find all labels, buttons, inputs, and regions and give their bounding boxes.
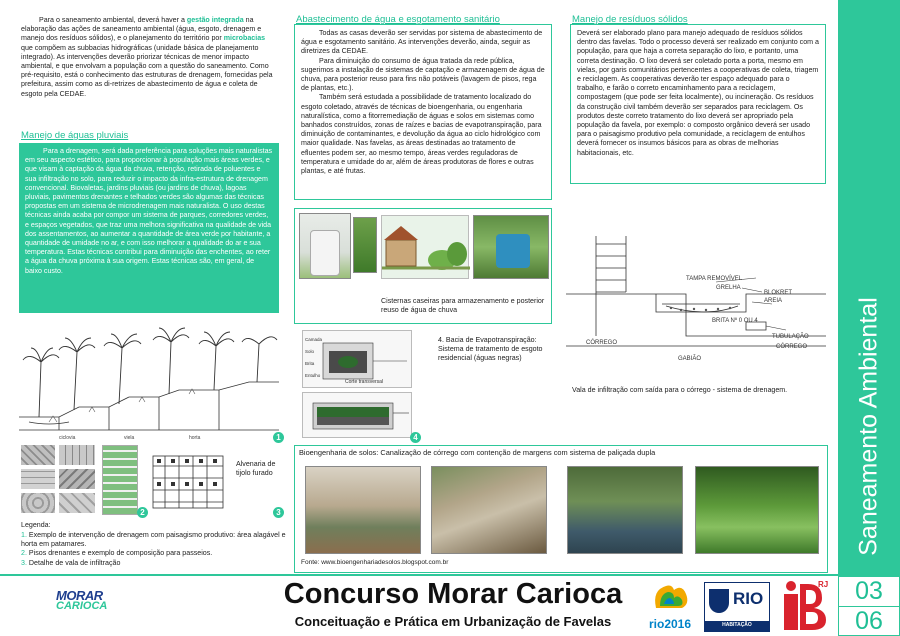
aguas-pluviais-box (19, 143, 279, 313)
rio2016-text: rio2016 (648, 617, 692, 631)
iab-rj-text: RJ (818, 580, 829, 589)
badge-4: 4 (410, 432, 421, 443)
cisterna-photo-2 (353, 217, 377, 273)
page-number-box (838, 576, 900, 636)
aguas-pluviais-body: Para a drenagem, será dada preferência para soluções mais naturalistas em seu aspecto estético, para proporcionar à população mais áreas verdes, e que visam à captação da água da chuva, retenção, retirada de poluentes e sua infiltração no solo, para reduzir o impacto da infra-estrutura de drenagem convencional. Biovaletas, jardins pluviais (ou jardins de chuva), lagoas pluviais, pavimentos drenantes e telhados verdes são algumas das técnicas propostas em um sistema de microdrenagem mais naturalista. O uso destas técnicas ainda acaba por compor um sistema de parques, corredores verdes, e espaços vegetados, que traz uma melhora significativa na qualidade de vida dos assentamentos, ao aumentar a quantidade de área verde por habitante, a quantidade de umidade no ar, e com isso melhorar a qualidade do ar e sua temperatura. Estas técnicas contribui para diminuição das enchentes, ao reter a água da chuva próxima à sua origem. Estas técnicas são, em geral, de baixo custo. (25, 147, 273, 275)
residuos-body: Deverá ser elaborado plano para manejo adequado de resíduos sólidos dentro das favelas. Todo o processo deverá ser realizado em conjunto com a população, para que haja a correta separação do lixo, e portanto, uma correta destinação. O lixo deverá ser coletado porta a porta, mesmo em vielas, por garis comunitários pertencentes a cooperativas de coleta, triagem e reciclagem. As cooperativas deverão ter espaço adequado para o trabalho, e farão o correto encaminhamento para a reciclagem, compostagem (que pode ser feita localmente), ou incineração. Os resíduos da construção civil também deverão ser separados para reciclagem. Os produtos deste correto tratamento do lixo deverá ser apropriado pela população da favela, por exemplo: o composto orgânico deverá ser usado para o paisagismo produtivo pela comunidade, a reciclagem de entulhos deverá fornecer os insumos básicos para as obras de melhorias habitacionais, etc. (577, 29, 819, 157)
svg-text:horta: horta (189, 435, 201, 441)
page-current: 03 (855, 577, 883, 605)
logo-rio2016 (642, 580, 698, 632)
svg-text:ciclovia: ciclovia (59, 435, 76, 441)
cisternas-box (294, 208, 552, 324)
bacia-longitudinal (303, 393, 413, 439)
bioengenharia-box (294, 445, 828, 573)
rio-logo-text: RIO (733, 589, 764, 608)
vala-caption: Vala de infiltração com saída para o córrego - sistema de drenagem. (572, 386, 788, 394)
label-gabiao: GABIÃO (678, 356, 702, 362)
legend-item (21, 531, 286, 549)
paver-sample-2 (59, 445, 95, 465)
drenagem-sketch (19, 322, 279, 442)
paver-sample-4 (59, 469, 95, 489)
label-tubulacao: TUBULAÇÃO (772, 334, 809, 340)
badge-1: 1 (273, 432, 284, 443)
palm-trees (23, 328, 277, 417)
bioeng-fonte: Fonte: www.bioengenhariadesolos.blogspot.com.br (301, 559, 449, 566)
abastecimento-p2: Para diminuição do consumo de água tratada da rede pública, sugerimos a instalação de sistemas de captação e armazenagem de água de chuva, para posterior reuso para fins não potáveis (lavagem de pisos, rega de plantas, etc.). (301, 56, 545, 93)
legend-item (21, 549, 286, 558)
corte-transversal-label: Corte transversal (345, 379, 384, 385)
bioeng-photo-2 (431, 466, 547, 554)
logo-morar-carioca (56, 588, 122, 628)
badge-3: 3 (273, 507, 284, 518)
side-title: Saneamento Ambiental (854, 297, 883, 556)
rio-crest-icon (709, 589, 729, 613)
cisterna-tank (310, 230, 340, 276)
label-tampa: TAMPA REMOVÍVEL (686, 276, 743, 282)
label-corrego-b: CÓRREGO (776, 344, 808, 350)
bacia-diagram-top (302, 330, 412, 388)
vala-sketch (566, 226, 828, 376)
abastecimento-title: Abastecimento de água e esgotamento sanitário (296, 14, 500, 25)
logo-iab-rj (778, 580, 832, 632)
bacia-caption: 4. Bacia de Evapotranspiração: Sistema de tratamento de esgoto residencial (águas negras) (438, 336, 543, 363)
bioeng-caption: Bioengenharia de solos: Canalização de córrego com contenção de margens com sistema de paliçada dupla (299, 448, 656, 457)
legend-text: Exemplo de intervenção de drenagem com paisagismo produtivo: área alagável e horta em patamares. (21, 531, 286, 549)
legend-num: 1. (21, 531, 27, 539)
alvenaria-caption: Alvenaria de tijolo furado (236, 460, 276, 478)
legend-item (21, 559, 286, 568)
abastecimento-p3: Também será estudada a possibilidade de tratamento localizado do esgoto coletado, através de técnicas de bioengenharia, ou engenharia naturalística, como a fitorremediação de águas e solos em sistemas como banhados construídos, zonas de raízes e bacias de evapotranspiração, para diminuição de contaminantes, e devolução da água ao ciclo hidrológico com maior qualidade. Nas favelas, as áreas destinadas ao tratamento de efluentes podem ser, ao mesmo tempo, áreas verdes reguladoras de temperatura e umidade do ar, além de áreas produtoras de flores e outras plantas, e até frutas. (301, 93, 542, 176)
residuos-title: Manejo de resíduos sólidos (572, 14, 688, 25)
cisterna-photo-1 (299, 213, 351, 279)
label-areia: AREIA (764, 298, 783, 304)
intro-text-c: que compõem as subbacias hidrográficas (unidade básica de planejamento integrado). As intervenções deverão priorizar técnicas de menor impacto ambiental, e que envolvam a população com a questão do saneamento. Como pré-requisito, está o conhecimento das estruturas de drenagem, fornecidas pela prefeitura, assim como as di-retrizes de abastecimento de água e coleta de esgoto pela CEDAE. (21, 43, 273, 98)
label-brita: BRITA Nº 0 OU 4 (712, 318, 758, 324)
label-grelha: GRELHA (716, 285, 741, 291)
abastecimento-box (294, 24, 552, 200)
cisterna-drawing (381, 215, 469, 279)
logo-carioca-text: CARIOCA (56, 600, 108, 612)
footer-title: Concurso Morar Carioca (283, 578, 623, 610)
label-blokret: BLOKRET (764, 290, 793, 296)
legend-num: 2. (21, 549, 27, 558)
intro-paragraph (21, 16, 275, 99)
svg-text:viela: viela (124, 435, 135, 441)
paver-sample-1 (21, 445, 55, 465)
logo-rio-prefeitura (704, 582, 770, 632)
intro-text-a: Para o saneamento ambiental, deverá haver a (39, 16, 187, 24)
paver-samples (21, 445, 99, 515)
paver-sample-6 (59, 493, 95, 513)
alvenaria-sketch (145, 452, 230, 514)
cisternas-caption: Cisternas caseiras para armazenamento e posterior reuso de água de chuva (381, 297, 545, 315)
footer-subtitle: Conceituação e Prática em Urbanização de Favelas (294, 614, 612, 629)
rio-logo-sub: HABITAÇÃO (722, 622, 752, 628)
residuos-box (570, 24, 826, 184)
logo-morar-text: MORAR (56, 588, 103, 603)
svg-text:Brita: Brita (305, 361, 315, 366)
cisterna-blue-tank (496, 234, 530, 268)
legend-list (21, 531, 286, 568)
bacia-diagram-bottom (302, 392, 412, 438)
footer-rule (0, 574, 900, 576)
label-corrego-a: CÓRREGO (586, 340, 618, 346)
paver-sample-5 (21, 493, 55, 513)
bioeng-photo-3 (567, 466, 683, 554)
cisterna-illustration (382, 216, 470, 280)
legend-text: Pisos drenantes e exemplo de composição para passeios. (28, 549, 213, 558)
bioeng-photo-1 (305, 466, 421, 554)
rio2016-emblem-icon (642, 580, 698, 614)
cisterna-photo-3 (473, 215, 549, 279)
legend-text: Detalhe de vala de infiltração (28, 558, 121, 567)
badge-2: 2 (137, 507, 148, 518)
svg-text:Camada: Camada (305, 337, 323, 342)
paver-sample-3 (21, 469, 55, 489)
highlight-gestao: gestão integrada (186, 16, 244, 24)
page-total: 06 (855, 607, 883, 635)
svg-text:Solo: Solo (305, 349, 315, 354)
svg-text:Entulho: Entulho (305, 373, 321, 378)
side-title-bar (838, 0, 900, 574)
abastecimento-p1: Todas as casas deverão ser servidas por sistema de abastecimento de água e esgotamento sanitário. As intervenções deverão, ainda, seguir as diretrizes da CEDAE. (301, 29, 543, 56)
legend-num: 3. (21, 558, 27, 567)
intro-text-b: na elaboração das ações de saneamento ambiental (água, esgoto, drenagem e manejo dos resíduos sólidos), e o planejamento do território por (21, 16, 262, 43)
bioeng-photo-4 (695, 466, 819, 554)
highlight-microbacias: microbacias (223, 34, 266, 43)
paver-strip (102, 445, 138, 515)
legend-title: Legenda: (21, 521, 51, 529)
aguas-pluviais-title: Manejo de águas pluviais (21, 130, 129, 141)
